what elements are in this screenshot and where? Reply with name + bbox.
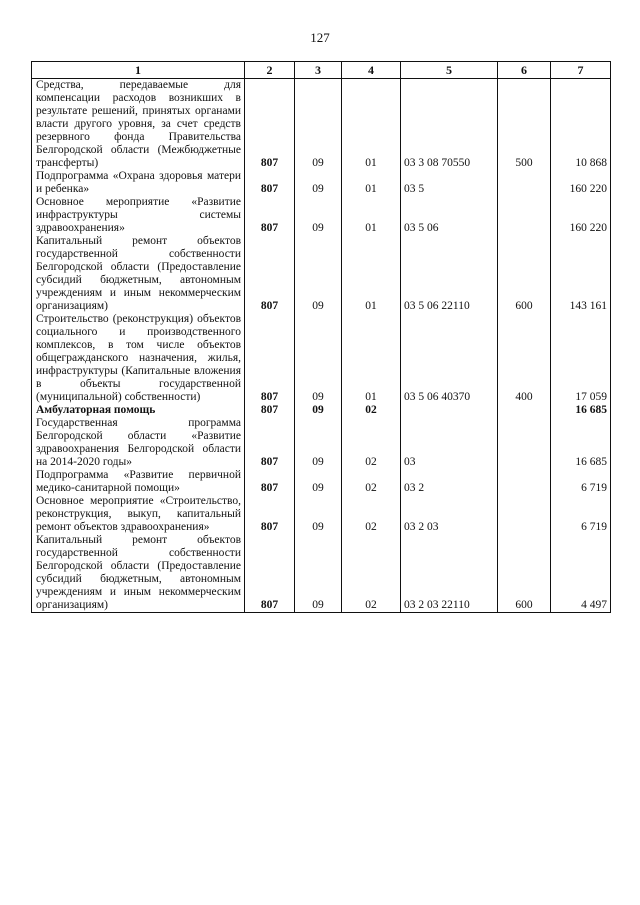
header-col-5: 5 [401, 62, 498, 79]
row-expense-type-cell [498, 404, 551, 417]
row-name-cell: Капитальный ремонт объектов государственной собственности Белгородской области (Предоставление субсидий бюджетным, автономным учреждениям и иным некоммерческим организациям) [32, 534, 245, 613]
row-amount-cell: 10 868 [551, 79, 611, 171]
row-subsection-cell: 02 [342, 534, 401, 613]
header-col-2: 2 [245, 62, 295, 79]
row-code-cell: 807 [245, 469, 295, 495]
row-name-cell: Подпрограмма «Развитие первичной медико-санитарной помощи» [32, 469, 245, 495]
row-amount-cell: 6 719 [551, 495, 611, 534]
table-row [32, 534, 611, 613]
page-number: 127 [310, 30, 330, 45]
row-target-article-cell: 03 2 03 22110 [401, 534, 498, 613]
row-target-article-cell: 03 5 [401, 170, 498, 196]
row-code-cell: 807 [245, 495, 295, 534]
row-subsection-cell: 02 [342, 495, 401, 534]
row-subsection-cell: 01 [342, 313, 401, 404]
row-section-cell: 09 [295, 313, 342, 404]
row-name-cell: Капитальный ремонт объектов государственной собственности Белгородской области (Предоставление субсидий бюджетным, автономным учреждениям и иным некоммерческим организациям) [32, 235, 245, 313]
row-target-article-cell: 03 5 06 22110 [401, 235, 498, 313]
row-name-cell: Строительство (реконструкция) объектов социального и производственного комплексов, в том числе объектов общегражданского назначения, жилья, инфраструктуры (Капитальные вложения в объекты государственной (муниципальной) собственности) [32, 313, 245, 404]
row-expense-type-cell [498, 417, 551, 469]
row-name-cell: Амбулаторная помощь [32, 404, 245, 417]
header-col-4: 4 [342, 62, 401, 79]
row-section-cell: 09 [295, 417, 342, 469]
row-name-cell: Подпрограмма «Охрана здоровья матери и ребенка» [32, 170, 245, 196]
row-expense-type-cell: 600 [498, 235, 551, 313]
row-subsection-cell: 02 [342, 469, 401, 495]
header-row [32, 62, 611, 79]
table-row [32, 79, 611, 171]
row-code-cell: 807 [245, 404, 295, 417]
table-row [32, 469, 611, 495]
row-name-cell: Основное мероприятие «Строительство, реконструкция, выкуп, капитальный ремонт объектов здравоохранения» [32, 495, 245, 534]
table-row [32, 170, 611, 196]
row-expense-type-cell [498, 196, 551, 235]
row-target-article-cell [401, 404, 498, 417]
row-code-cell: 807 [245, 170, 295, 196]
row-section-cell: 09 [295, 196, 342, 235]
row-target-article-cell: 03 5 06 40370 [401, 313, 498, 404]
row-amount-cell: 16 685 [551, 417, 611, 469]
row-code-cell: 807 [245, 79, 295, 171]
row-subsection-cell: 02 [342, 404, 401, 417]
row-section-cell: 09 [295, 235, 342, 313]
row-code-cell: 807 [245, 196, 295, 235]
row-section-cell: 09 [295, 170, 342, 196]
row-target-article-cell: 03 2 [401, 469, 498, 495]
row-code-cell: 807 [245, 235, 295, 313]
header-col-1: 1 [32, 62, 245, 79]
table-row [32, 196, 611, 235]
row-subsection-cell: 01 [342, 79, 401, 171]
row-amount-cell: 17 059 [551, 313, 611, 404]
row-section-cell: 09 [295, 404, 342, 417]
row-expense-type-cell: 400 [498, 313, 551, 404]
row-amount-cell: 143 161 [551, 235, 611, 313]
table-row [32, 404, 611, 417]
header-col-6: 6 [498, 62, 551, 79]
row-amount-cell: 4 497 [551, 534, 611, 613]
table-row [32, 417, 611, 469]
row-amount-cell: 160 220 [551, 170, 611, 196]
row-section-cell: 09 [295, 495, 342, 534]
budget-table [31, 61, 611, 613]
header-col-3: 3 [295, 62, 342, 79]
row-target-article-cell: 03 [401, 417, 498, 469]
row-subsection-cell: 01 [342, 196, 401, 235]
row-target-article-cell: 03 2 03 [401, 495, 498, 534]
row-section-cell: 09 [295, 469, 342, 495]
row-subsection-cell: 02 [342, 417, 401, 469]
row-target-article-cell: 03 5 06 [401, 196, 498, 235]
row-expense-type-cell [498, 495, 551, 534]
row-name-cell: Основное мероприятие «Развитие инфраструктуры системы здравоохранения» [32, 196, 245, 235]
row-code-cell: 807 [245, 313, 295, 404]
row-amount-cell: 6 719 [551, 469, 611, 495]
row-subsection-cell: 01 [342, 235, 401, 313]
row-amount-cell: 160 220 [551, 196, 611, 235]
row-target-article-cell: 03 3 08 70550 [401, 79, 498, 171]
row-section-cell: 09 [295, 534, 342, 613]
table-row [32, 313, 611, 404]
table-row [32, 235, 611, 313]
table-row [32, 495, 611, 534]
row-section-cell: 09 [295, 79, 342, 171]
row-expense-type-cell [498, 469, 551, 495]
row-name-cell: Государственная программа Белгородской области «Развитие здравоохранения Белгородской области на 2014-2020 годы» [32, 417, 245, 469]
row-expense-type-cell [498, 170, 551, 196]
header-col-7: 7 [551, 62, 611, 79]
row-amount-cell: 16 685 [551, 404, 611, 417]
row-expense-type-cell: 500 [498, 79, 551, 171]
row-name-cell: Средства, передаваемые для компенсации расходов возникших в результате решений, принятых органами власти другого уровня, за счет средств резервного фонда Правительства Белгородской области (Межбюджетные трансферты) [32, 79, 245, 171]
row-expense-type-cell: 600 [498, 534, 551, 613]
row-subsection-cell: 01 [342, 170, 401, 196]
row-code-cell: 807 [245, 534, 295, 613]
row-code-cell: 807 [245, 417, 295, 469]
